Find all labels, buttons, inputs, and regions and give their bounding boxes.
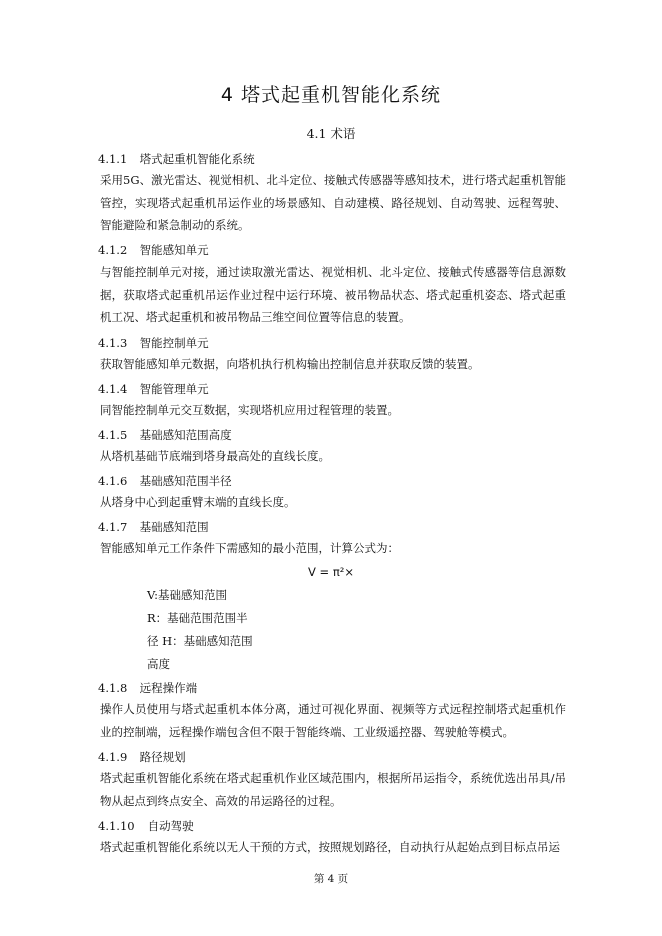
section-title: 4.1 术语 (306, 126, 356, 141)
term-definition: 塔式起重机智能化系统在塔式起重机作业区域范围内，根据所吊运指令，系统优选出吊具/吊物从起点到终点安全、高效的吊运路径的过程。 (100, 771, 566, 808)
chapter-title: 4 塔式起重机智能化系统 (220, 84, 442, 106)
term-heading (98, 749, 568, 765)
term-number: 4.1.1 (98, 152, 128, 166)
page-number: 第 4 页 (313, 873, 349, 885)
term-definition: 采用5G、激光雷达、视觉相机、北斗定位、接触式传感器等感知技术，进行塔式起重机智能管控，实现塔式起重机吊运作业的场景感知、自动建模、路径规划、自动驾驶、远程驾驶、智能避险和紧急制动的系统。 (100, 173, 566, 232)
term-heading (98, 151, 568, 167)
term-name: 基础感知范围 (139, 520, 209, 534)
term-number: 4.1.6 (98, 474, 128, 488)
term-definition: 与智能控制单元对接，通过读取激光雷达、视觉相机、北斗定位、接触式传感器等信息源数据，获取塔式起重机吊运作业过程中运行环境、被吊物品状态、塔式起重机姿态、塔式起重机工况、塔式起重机和被吊物品三维空间位置等信息的装置。 (100, 265, 566, 324)
term-heading (98, 680, 568, 696)
term-heading (98, 818, 568, 834)
term-name: 远程操作端 (139, 681, 198, 695)
term-heading (98, 473, 568, 489)
term-heading (98, 242, 568, 258)
term-number: 4.1.10 (98, 819, 135, 833)
term-name: 基础感知范围半径 (139, 474, 232, 488)
formula-legend-line: 径 H：基础感知范围 (147, 634, 253, 648)
term-heading (98, 381, 568, 397)
term-number: 4.1.5 (98, 428, 128, 442)
term-name: 塔式起重机智能化系统 (139, 152, 255, 166)
term-definition: 智能感知单元工作条件下需感知的最小范围，计算公式为： (100, 541, 399, 555)
formula-legend-line: R：基础范围范围半 (147, 611, 248, 625)
formula-legend-line: V:基础感知范围 (147, 588, 228, 602)
term-name: 路径规划 (139, 750, 186, 764)
term-name: 智能控制单元 (139, 336, 209, 350)
term-name: 自动驾驶 (147, 819, 194, 833)
term-definition: 从塔身中心到起重臂末端的直线长度。 (100, 495, 296, 509)
formula-legend-line: 高度 (147, 657, 170, 671)
term-definition: 获取智能感知单元数据，向塔机执行机构输出控制信息并获取反馈的装置。 (100, 357, 480, 371)
term-number: 4.1.4 (98, 382, 128, 396)
term-definition: 同智能控制单元交互数据，实现塔机应用过程管理的装置。 (100, 403, 399, 417)
term-number: 4.1.7 (98, 520, 128, 534)
formula: V = π²× (308, 565, 354, 579)
term-heading (98, 427, 568, 443)
term-number: 4.1.3 (98, 336, 128, 350)
term-heading (98, 519, 568, 535)
term-number: 4.1.2 (98, 243, 128, 257)
term-heading (98, 335, 568, 351)
term-name: 智能管理单元 (139, 382, 209, 396)
term-definition: 操作人员使用与塔式起重机本体分离，通过可视化界面、视频等方式远程控制塔式起重机作业的控制端，远程操作端包含但不限于智能终端、工业级遥控器、驾驶舱等模式。 (100, 702, 566, 739)
term-name: 基础感知范围高度 (139, 428, 232, 442)
term-number: 4.1.8 (98, 681, 128, 695)
term-definition: 塔式起重机智能化系统以无人干预的方式，按照规划路径，自动执行从起始点到目标点吊运 (100, 840, 560, 854)
term-name: 智能感知单元 (139, 243, 209, 257)
term-definition: 从塔机基础节底端到塔身最高处的直线长度。 (100, 449, 330, 463)
term-number: 4.1.9 (98, 750, 128, 764)
